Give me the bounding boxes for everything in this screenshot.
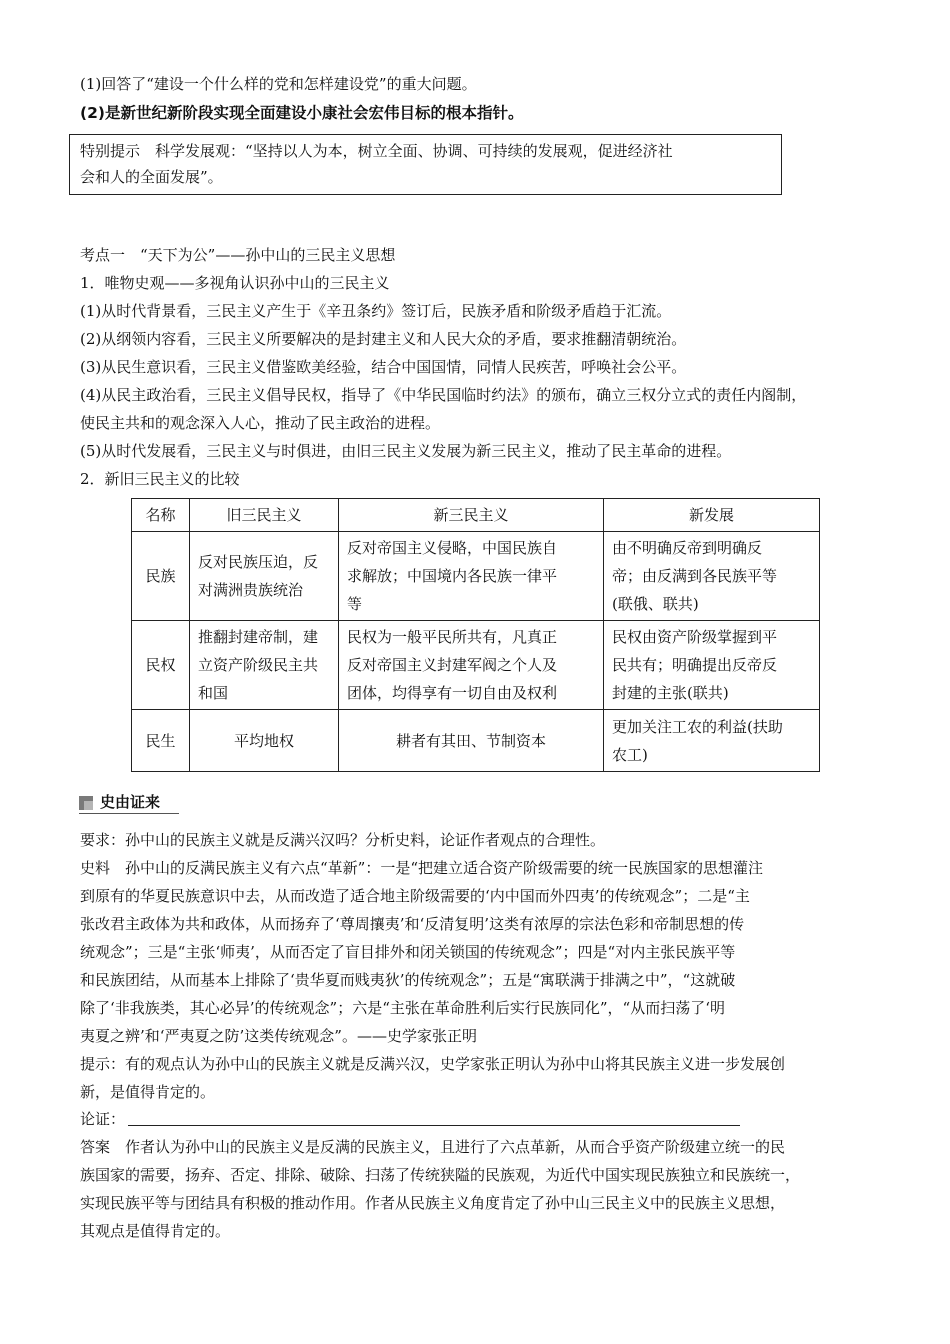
argue-label: 论证： — [80, 1110, 126, 1128]
header-cell: 新三民主义 — [339, 499, 604, 532]
source-line: 除了‘非我族类，其心必异’的传统观念”；六是“主张在革命胜利后实行民族同化”，“从而扫荡了‘明 — [80, 999, 725, 1017]
cell-line: 团体，均得享有一切自由及权利 — [347, 684, 558, 702]
list-item: (2)从纲领内容看，三民主义所要解决的是封建主义和人民大众的矛盾，要求推翻清朝统治。 — [80, 330, 687, 348]
section-title: 考点一 “天下为公”——孙中山的三民主义思想 — [80, 246, 396, 264]
table-cell: 平均地权 — [190, 710, 339, 772]
cell-line: 农工) — [612, 745, 648, 764]
source-line: 到原有的华夏民族意识中去，从而改造了适合地主阶级需要的‘内中国而外四夷’的传统观念”；二是“主 — [80, 887, 750, 905]
cell-line: 对满洲贵族统治 — [198, 581, 304, 599]
cell-line: 封建的主张(联共) — [612, 684, 729, 702]
table-cell — [190, 532, 339, 621]
list-item: (4)从民主政治看，三民主义倡导民权，指导了《中华民国临时约法》的颁布，确立三权分立式的责任内阁制， — [80, 386, 807, 404]
cell-line: 民权为一般平民所共有，凡真正 — [347, 628, 558, 646]
subsection-title-2: 2．新旧三民主义的比较 — [80, 470, 240, 488]
source-line: 张改君主政体为共和政体，从而扬弃了‘尊周攘夷’和‘反清复明’这类有浓厚的宗法色彩和帝制思想的传 — [80, 915, 745, 933]
table-cell — [339, 621, 604, 710]
cell-line: 反对帝国主义封建军阀之个人及 — [347, 656, 558, 674]
subsection-title-1: 1．唯物史观——多视角认识孙中山的三民主义 — [80, 274, 390, 292]
intro-point-1: (1)回答了“建设一个什么样的党和怎样建设党”的重大问题。 — [80, 75, 477, 93]
cell-line: 反对民族压迫，反 — [198, 553, 319, 571]
list-item: (5)从时代发展看，三民主义与时俱进，由旧三民主义发展为新三民主义，推动了民主革命的进程。 — [80, 442, 732, 460]
table-header-row — [132, 499, 820, 532]
intro-point-2: (2)是新世纪新阶段实现全面建设小康社会宏伟目标的根本指针。 — [80, 104, 524, 122]
source-line: 统观念”；三是“主张‘师夷’，从而否定了盲目排外和闭关锁国的传统观念”；四是“对内主张民族平等 — [80, 943, 736, 961]
cell-line: 等 — [347, 595, 363, 613]
row-name-cell: 民生 — [132, 710, 190, 772]
list-item: (1)从时代背景看，三民主义产生于《辛丑条约》签订后，民族矛盾和阶级矛盾趋于汇流。 — [80, 302, 672, 320]
answer-line: 其观点是值得肯定的。 — [80, 1222, 231, 1240]
tip-line-1: 特别提示 科学发展观：“坚持以人为本，树立全面、协调、可持续的发展观，促进经济社 — [80, 142, 673, 160]
table-row — [132, 710, 820, 772]
source-line: 史料 孙中山的反满民族主义有六点“革新”：一是“把建立适合资产阶级需要的统一民族国家的思想灌注 — [80, 859, 764, 877]
table-row — [132, 532, 820, 621]
answer-line: 答案 作者认为孙中山的民族主义是反满的民族主义，且进行了六点革新，从而合乎资产阶级建立统一的民 — [80, 1138, 786, 1156]
source-line: 夷夏之辨’和‘严夷夏之防’这类传统观念”。——史学家张正明 — [80, 1027, 477, 1045]
cell-line: 推翻封建帝制，建 — [198, 628, 319, 646]
answer-line: 族国家的需要，扬弃、否定、排除、破除、扫荡了传统狭隘的民族观，为近代中国实现民族独立和民族统一， — [80, 1166, 801, 1184]
hint-line: 新，是值得肯定的。 — [80, 1083, 216, 1101]
list-item: (3)从民生意识看，三民主义借鉴欧美经验，结合中国国情，同情人民疾苦，呼唤社会公平。 — [80, 358, 687, 376]
table-cell — [604, 532, 820, 621]
evidence-heading: 史由证来 — [100, 793, 161, 811]
row-name-cell: 民权 — [132, 621, 190, 710]
table-row — [132, 621, 820, 710]
cell-line: 由不明确反帝到明确反 — [612, 539, 763, 557]
table-cell — [604, 710, 820, 772]
cell-line: 和国 — [198, 684, 229, 702]
square-block-icon — [79, 796, 93, 810]
header-cell: 旧三民主义 — [190, 499, 339, 532]
tip-box — [69, 134, 782, 195]
heading-underline — [79, 813, 179, 814]
header-cell: 新发展 — [604, 499, 820, 532]
list-item: 使民主共和的观念深入人心，推动了民主政治的进程。 — [80, 414, 441, 432]
table-cell: 耕者有其田、节制资本 — [339, 710, 604, 772]
cell-line: (联俄、联共) — [612, 595, 699, 613]
requirement-text: 要求：孙中山的民族主义就是反满兴汉吗？分析史料，论证作者观点的合理性。 — [80, 831, 606, 849]
cell-line: 民权由资产阶级掌握到平 — [612, 628, 778, 646]
table-cell — [604, 621, 820, 710]
cell-line: 求解放；中国境内各民族一律平 — [347, 567, 558, 585]
cell-line: 更加关注工农的利益(扶助 — [612, 717, 783, 736]
header-cell: 名称 — [132, 499, 190, 532]
row-name-cell: 民族 — [132, 532, 190, 621]
table-cell — [339, 532, 604, 621]
table-cell — [190, 621, 339, 710]
tip-line-2: 会和人的全面发展”。 — [80, 168, 223, 186]
hint-line: 提示：有的观点认为孙中山的民族主义就是反满兴汉，史学家张正明认为孙中山将其民族主义进一步发展创 — [80, 1055, 786, 1073]
cell-line: 立资产阶级民主共 — [198, 656, 319, 674]
comparison-table — [131, 498, 820, 772]
cell-line: 民共有；明确提出反帝反 — [612, 656, 778, 674]
answer-line: 实现民族平等与团结具有积极的推动作用。作者从民族主义角度肯定了孙中山三民主义中的民族主义思想， — [80, 1194, 786, 1212]
cell-line: 反对帝国主义侵略，中国民族自 — [347, 539, 558, 557]
cell-line: 帝；由反满到各民族平等 — [612, 567, 778, 585]
source-line: 和民族团结，从而基本上排除了‘贵华夏而贱夷狄’的传统观念”；五是“寓联满于排满之中”，“这就破 — [80, 971, 736, 989]
argue-blank-line[interactable] — [128, 1125, 740, 1126]
